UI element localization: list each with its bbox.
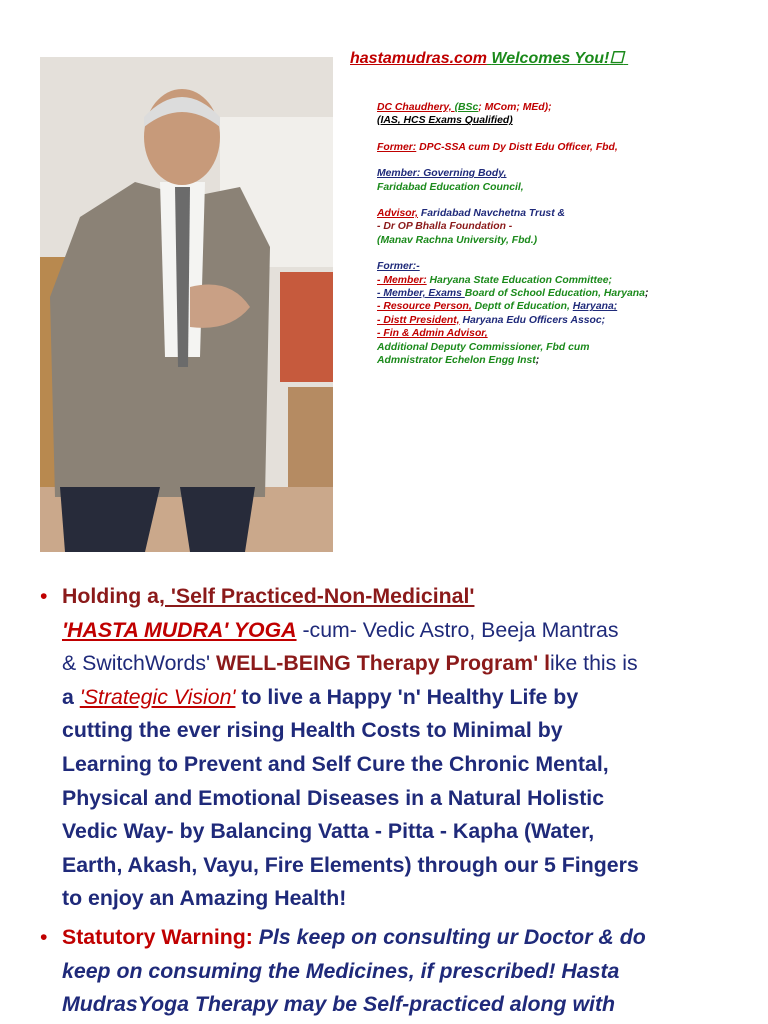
main-content bbox=[40, 580, 740, 1022]
unknown-glyph: ☐ bbox=[609, 50, 624, 67]
statutory-warning-label: Statutory Warning: bbox=[62, 924, 253, 949]
site-link[interactable]: hastamudras.com bbox=[350, 50, 487, 67]
welcome-text: Welcomes You!☐ bbox=[491, 50, 624, 67]
member-governing-body: Member: Governing Body, bbox=[377, 168, 507, 180]
author-bio: DC Chaudhery, (BSc; MCom; MEd); (IAS, HCS Exams Qualified) Former: DPC-SSA cum Dy Distt Edu Officer, Fbd, Member: Governing Body, Faridabad Education Council, Advisor, Faridabad Navchetna Trust & - Dr OP Bhalla Foundation - (Manav Rachna University, Fbd.) Former:- - Member: Haryana State Education Committee; - Member, Exams Board of School Education, Haryana; - Resource Person, Deptt of Education, Haryana; - Distt President, Haryana Edu Officers Assoc; - Fin & Admin Advisor, Additional Deputy Commissioner, Fbd cum Admnistrator Echelon Engg Inst; bbox=[377, 102, 649, 367]
bullet-statutory-warning: • Statutory Warning: Pls keep on consulting ur Doctor & do keep on consuming the Medicines, if prescribed! Hasta MudrasYoga Therapy may be Self-practiced along with bbox=[40, 921, 740, 1022]
bullet-therapy-program: • Holding a, 'Self Practiced-Non-Medicinal' 'HASTA MUDRA' YOGA -cum- Vedic Astro, Beeja Mantras & SwitchWords' WELL-BEING Therapy Program' like this is a 'Strategic Vision' to live a Happy 'n' Healthy Life by cutting the ever rising Health Costs to Minimal by Learning to Prevent and Self Cure the Chronic Mental, Physical and Emotional Diseases in a Natural Holistic Vedic Way- by Balancing Vatta - Pitta - Kapha (Water, Earth, Akash, Vayu, Fire Elements) through our 5 Fingers to enjoy an Amazing Health! bbox=[40, 580, 740, 916]
exams-qualified: (IAS, HCS Exams Qualified) bbox=[377, 115, 513, 127]
portrait-photo bbox=[40, 57, 333, 552]
author-name: DC Chaudhery, bbox=[377, 102, 455, 113]
bullet-dot: • bbox=[40, 924, 48, 949]
welcome-header bbox=[350, 48, 628, 68]
bullet-dot: • bbox=[40, 584, 48, 608]
strategic-vision: 'Strategic Vision' bbox=[79, 684, 236, 709]
